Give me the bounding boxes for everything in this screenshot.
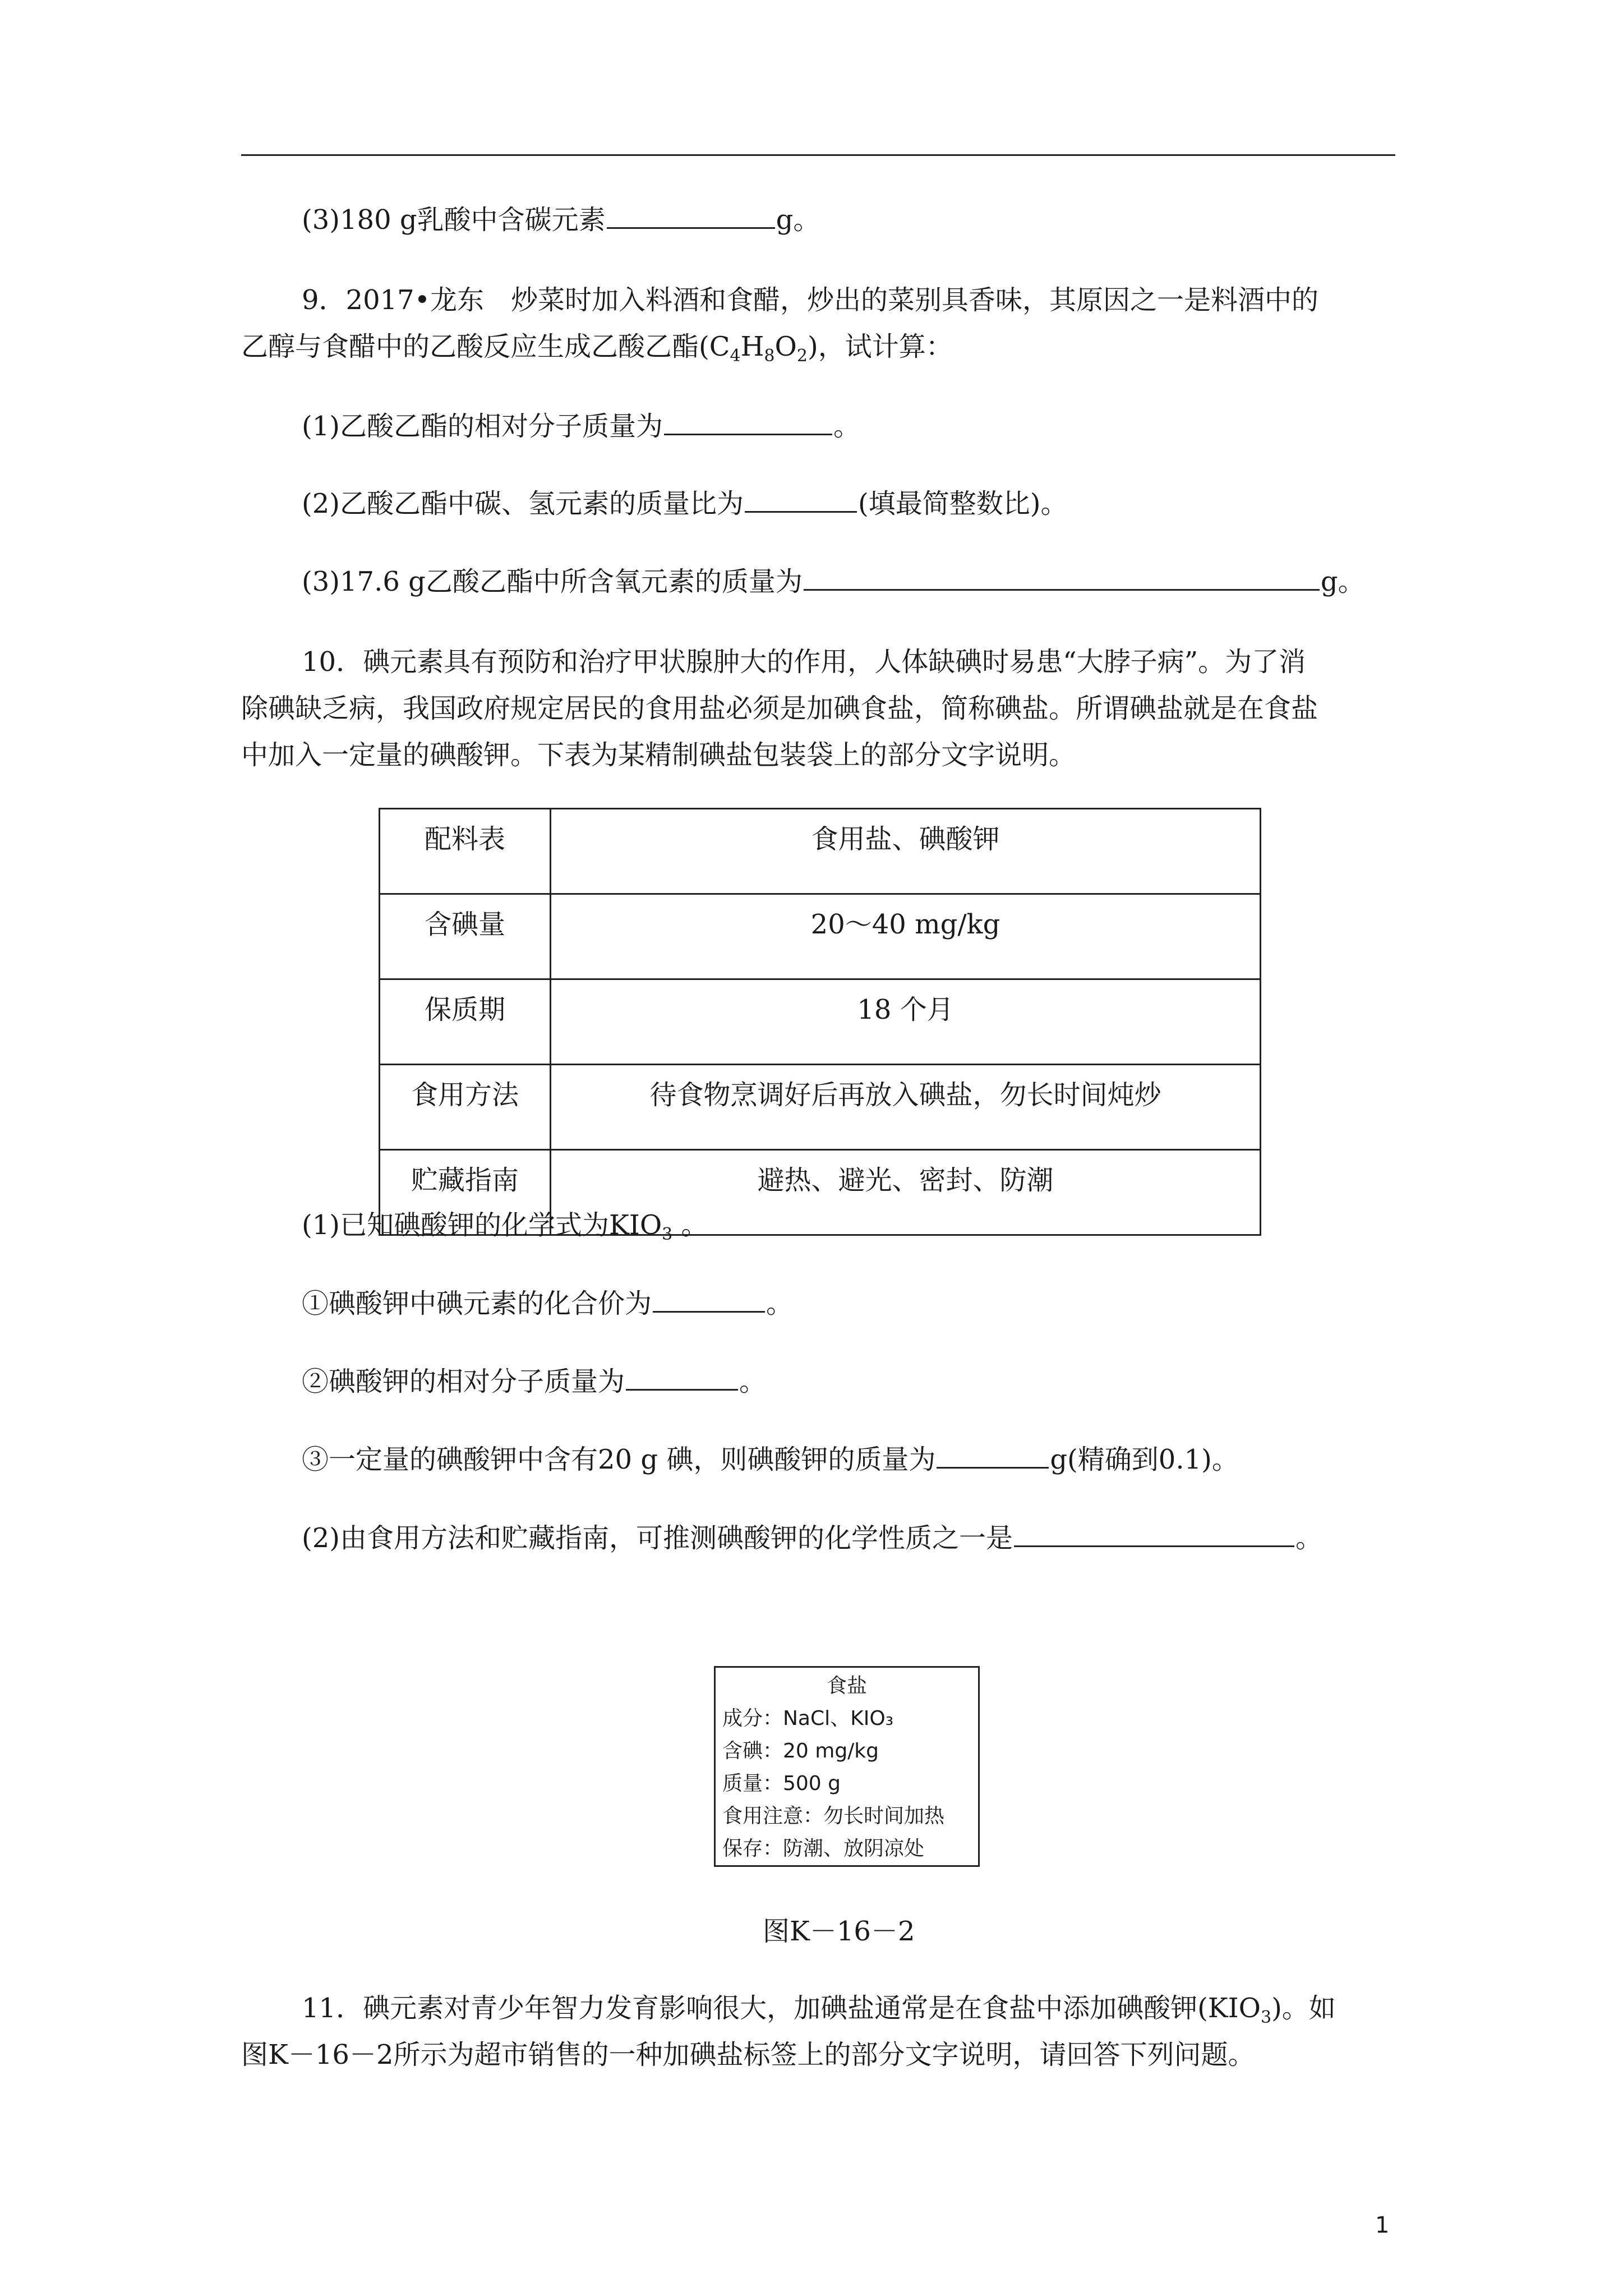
answer-blank[interactable] — [1014, 1521, 1294, 1547]
q11-text-2: )。如 — [1271, 1993, 1336, 2024]
q11-text-3: 图K－16－2所示为超市销售的一种加碘盐标签上的部分文字说明，请回答下列问题。 — [241, 2039, 1255, 2070]
q9-part2 — [302, 486, 1067, 522]
header-rule — [241, 154, 1395, 156]
q9-part3 — [302, 564, 1365, 600]
q10-part2-text: (2)由食用方法和贮藏指南，可推测碘酸钾的化学性质之一是 — [302, 1522, 1013, 1554]
q9-part3-text: (3)17.6 g乙酸乙酯中所含氧元素的质量为 — [302, 566, 803, 597]
salt-label-line: 成分：NaCl、KIO₃ — [722, 1707, 894, 1730]
q10-sub2-text: ②碘酸钾的相对分子质量为 — [302, 1366, 625, 1397]
q8-part3-suffix: g。 — [776, 204, 820, 236]
q9-intro-line2 — [241, 329, 953, 374]
table-value: 待食物烹调好后再放入碘盐，勿长时间炖炒 — [551, 1065, 1261, 1150]
q9-part2-text: (2)乙酸乙酯中碳、氢元素的质量比为 — [302, 488, 744, 519]
q9-part2-suffix: (填最简整数比)。 — [858, 488, 1068, 519]
table-key: 配料表 — [380, 809, 551, 894]
q9-intro-text: 9．2017•龙东 炒菜时加入料酒和食醋，炒出的菜别具香味，其原因之一是料酒中的 — [302, 284, 1319, 316]
q9-part1-suffix: 。 — [833, 411, 861, 442]
q9-intro-line1 — [302, 282, 1318, 318]
table-row — [380, 894, 1261, 979]
table-value: 食用盐、碘酸钾 — [551, 809, 1261, 894]
q10-part1-suffix: 。 — [672, 1209, 708, 1241]
table-key: 食用方法 — [380, 1065, 551, 1150]
table-key: 含碘量 — [380, 894, 551, 979]
q8-part3-text: (3)180 g乳酸中含碳元素 — [302, 204, 606, 236]
q11-line1 — [302, 1990, 1336, 2036]
q10-sub1-text: ①碘酸钾中碘元素的化合价为 — [302, 1288, 652, 1319]
table-value: 避热、避光、密封、防潮 — [551, 1150, 1261, 1235]
q9-intro-text-2: 乙醇与食醋中的乙酸反应生成乙酸乙酯(C — [241, 331, 730, 362]
q10-sub3-suffix: g(精确到0.1)。 — [1050, 1444, 1239, 1475]
q10-intro-line1 — [302, 644, 1306, 680]
salt-label-title: 食盐 — [826, 1674, 867, 1697]
subscript: 3 — [662, 1225, 673, 1244]
salt-info-table — [379, 808, 1261, 1236]
q10-sub3-text: ③一定量的碘酸钾中含有20 g 碘，则碘酸钾的质量为 — [302, 1444, 936, 1475]
q10-sub2-suffix: 。 — [739, 1366, 767, 1397]
table-row — [380, 979, 1261, 1065]
salt-label-line: 食用注意：勿长时间加热 — [722, 1805, 945, 1828]
q10-intro-text: 10．碘元素具有预防和治疗甲状腺肿大的作用，人体缺碘时易患“大脖子病”。为了消 — [302, 646, 1306, 678]
page-number: 1 — [1375, 2212, 1390, 2238]
subscript: 3 — [1260, 2008, 1272, 2027]
q10-intro-line2 — [241, 691, 1318, 726]
element-symbol: H — [740, 331, 764, 362]
table-key: 贮藏指南 — [380, 1150, 551, 1235]
q10-sub1 — [302, 1286, 793, 1322]
q10-part1 — [302, 1207, 708, 1253]
answer-blank[interactable] — [745, 486, 857, 513]
q10-intro-text-2: 除碘缺乏病，我国政府规定居民的食用盐必须是加碘食盐，简称碘盐。所谓碘盐就是在食盐 — [241, 693, 1318, 724]
subscript: 4 — [730, 346, 741, 366]
q10-part1-text: (1)已知碘酸钾的化学式为KIO — [302, 1209, 662, 1241]
q9-part1 — [302, 408, 860, 444]
q10-part2-suffix: 。 — [1295, 1522, 1323, 1554]
answer-blank[interactable] — [937, 1442, 1049, 1469]
q10-sub3 — [302, 1442, 1239, 1478]
q10-sub2 — [302, 1364, 766, 1400]
q10-intro-text-3: 中加入一定量的碘酸钾。下表为某精制碘盐包装袋上的部分文字说明。 — [241, 739, 1076, 771]
table-row — [380, 1065, 1261, 1150]
q9-part3-suffix: g。 — [1320, 566, 1365, 597]
subscript: 2 — [796, 346, 808, 366]
answer-blank[interactable] — [626, 1364, 738, 1391]
table-row — [380, 809, 1261, 894]
q9-part1-text: (1)乙酸乙酯的相对分子质量为 — [302, 411, 663, 442]
q11-line2 — [241, 2037, 1255, 2073]
table-value: 18 个月 — [551, 979, 1261, 1065]
salt-label-line: 质量：500 g — [722, 1772, 841, 1795]
q10-sub1-suffix: 。 — [766, 1288, 794, 1319]
salt-label-line: 含碘：20 mg/kg — [722, 1740, 879, 1763]
q10-intro-line3 — [241, 737, 1076, 773]
salt-label-figure — [714, 1666, 980, 1867]
figure-caption: 图K－16－2 — [763, 1916, 915, 1947]
table-key: 保质期 — [380, 979, 551, 1065]
q8-part3 — [302, 202, 820, 238]
q9-intro-text-3: )，试计算： — [807, 331, 953, 362]
answer-blank[interactable] — [607, 203, 775, 229]
answer-blank[interactable] — [653, 1286, 765, 1313]
answer-blank[interactable] — [664, 409, 832, 435]
salt-label-line: 保存：防潮、放阴凉处 — [722, 1837, 925, 1860]
subscript: 8 — [764, 346, 775, 366]
q10-part2 — [302, 1520, 1322, 1556]
element-symbol: O — [774, 331, 797, 362]
table-value: 20～40 mg/kg — [551, 894, 1261, 979]
q11-text: 11．碘元素对青少年智力发育影响很大，加碘盐通常是在食盐中添加碘酸钾(KIO — [302, 1993, 1261, 2024]
answer-blank[interactable] — [804, 564, 1320, 591]
